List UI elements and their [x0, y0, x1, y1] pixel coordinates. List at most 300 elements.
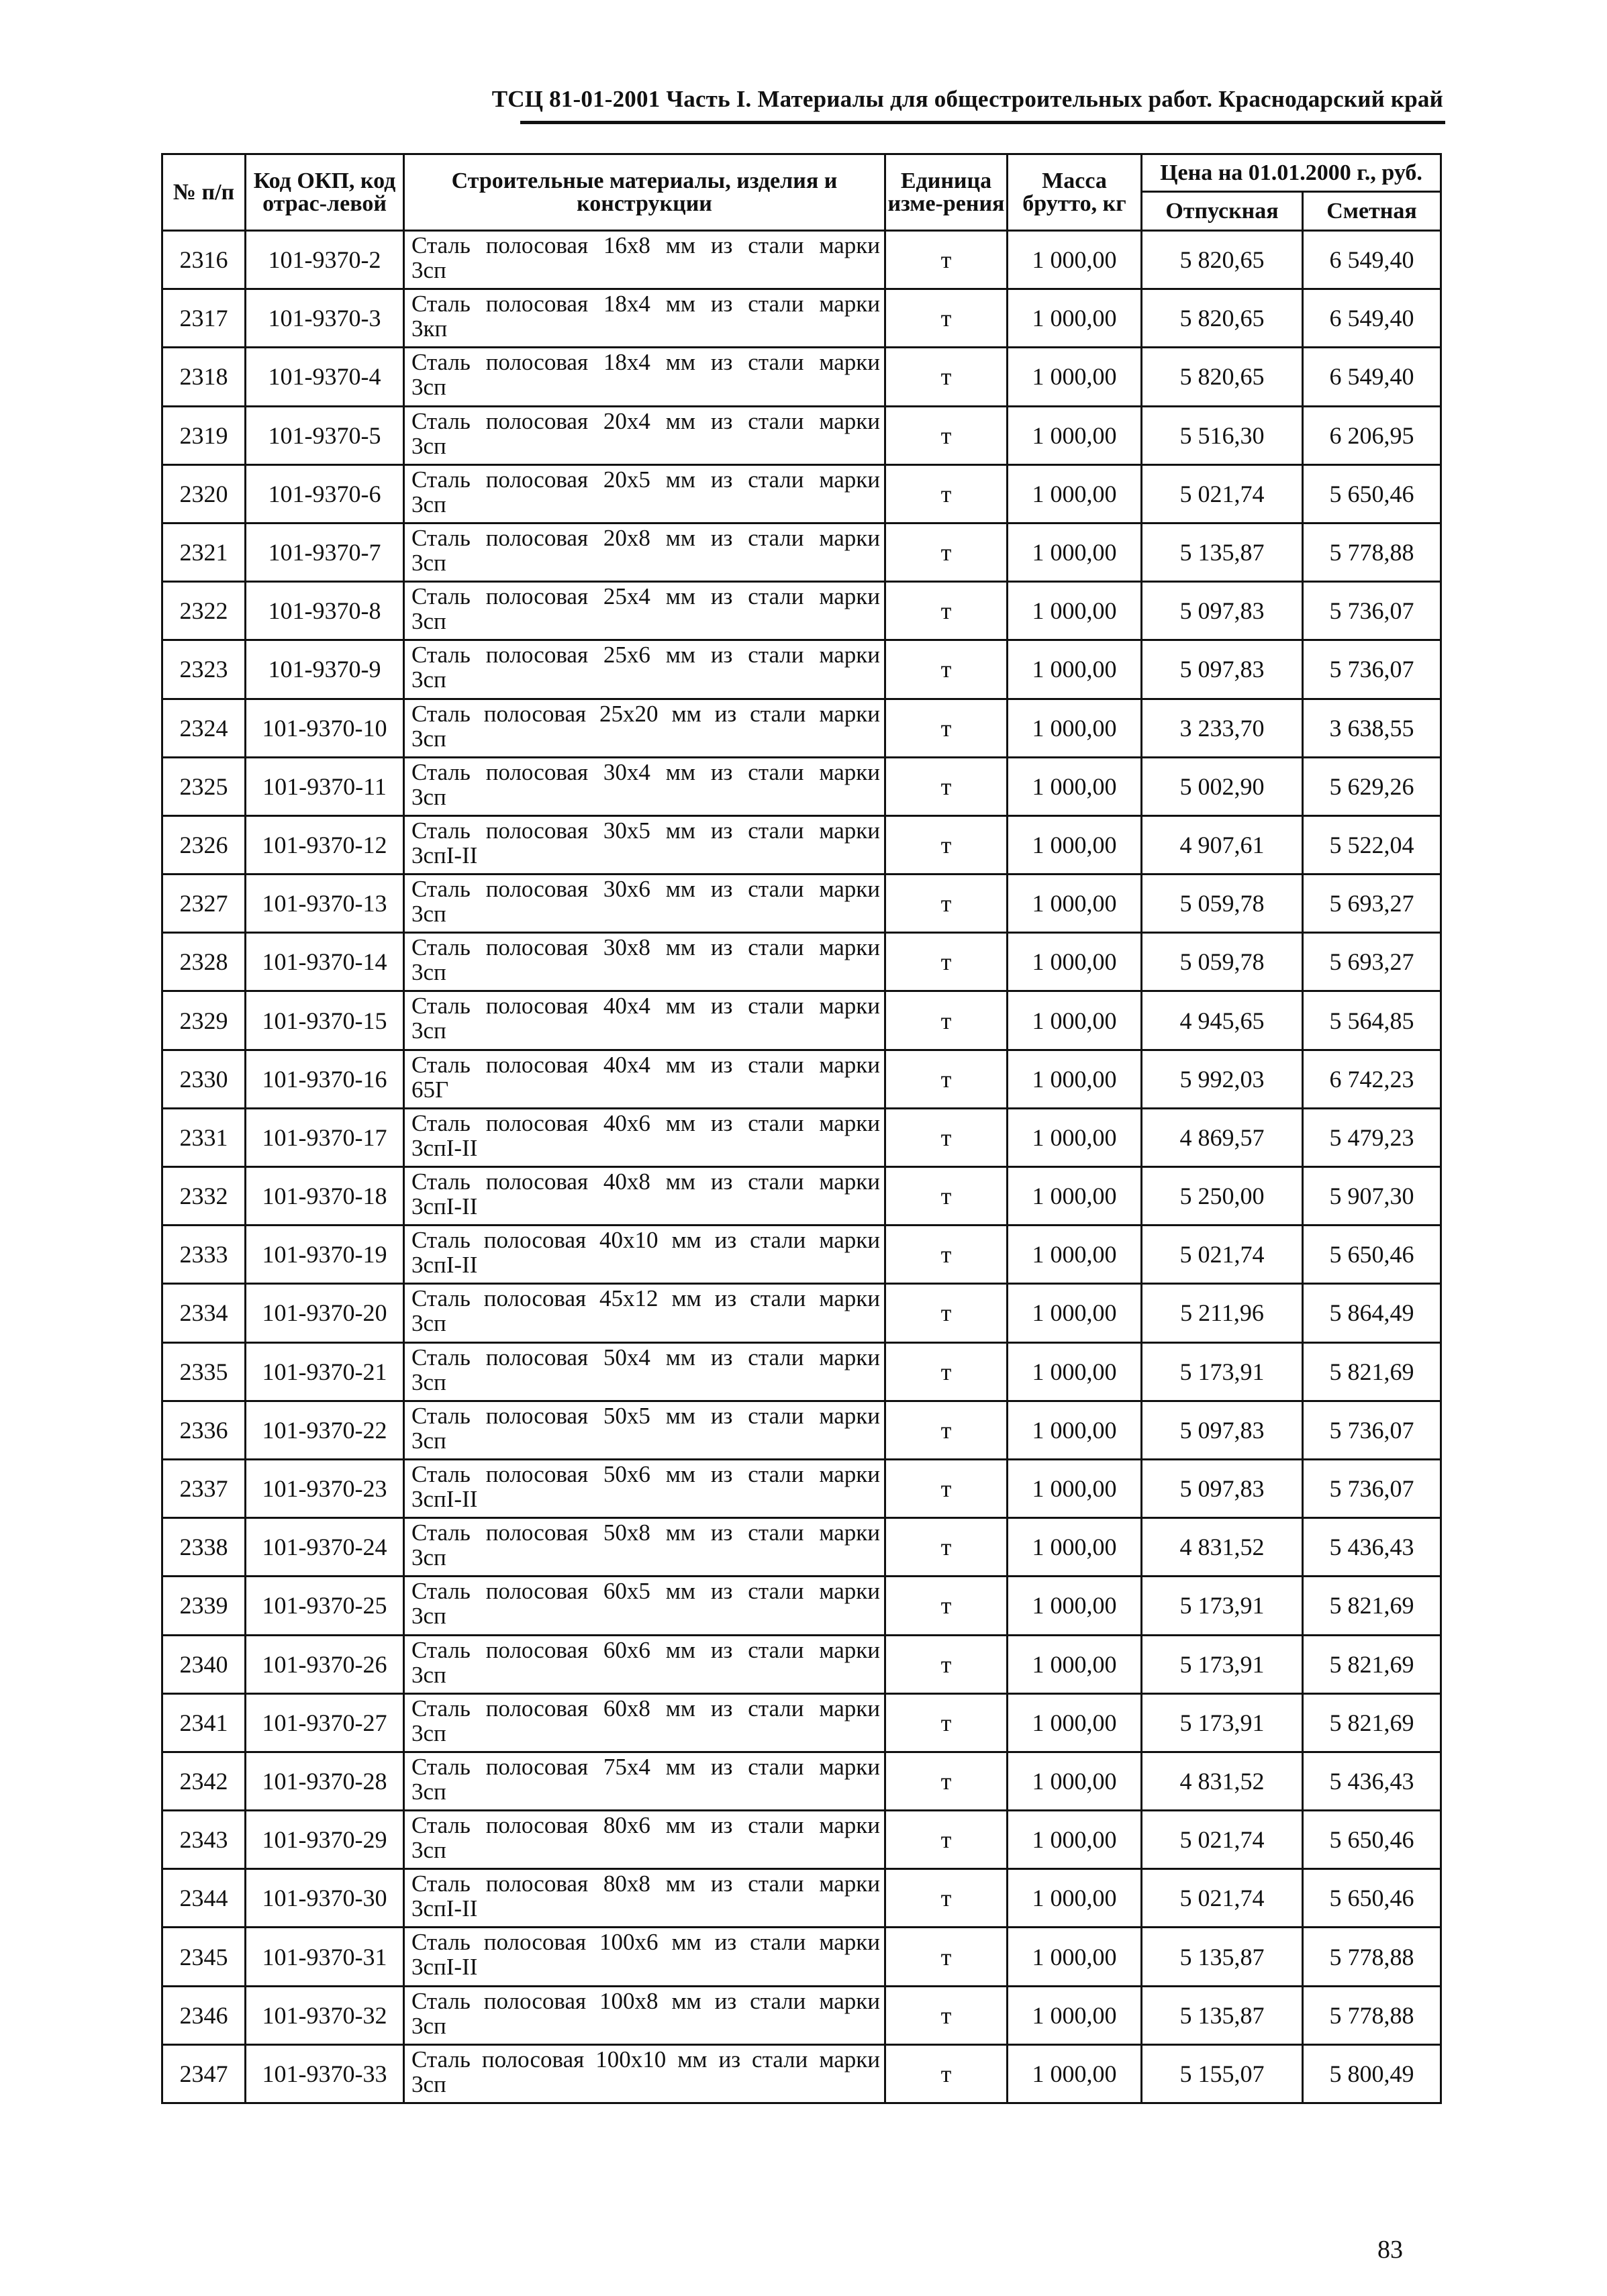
- header-price-group: Цена на 01.01.2000 г., руб.: [1142, 154, 1441, 192]
- estimate-price: 5 821,69: [1303, 1693, 1441, 1752]
- table-row: [162, 1167, 1441, 1226]
- material-name-text: Сталь полосовая 50х6 мм из стали марки: [411, 1460, 880, 1487]
- material-name-text: Сталь полосовая 40х4 мм из стали марки: [411, 993, 880, 1019]
- material-name-text: Сталь полосовая 50х8 мм из стали марки: [411, 1519, 880, 1546]
- estimate-price: 6 206,95: [1303, 406, 1441, 464]
- material-name: [404, 406, 885, 464]
- estimate-price: 5 736,07: [1303, 640, 1441, 699]
- steel-grade: 3сп: [411, 432, 446, 459]
- release-price: 5 516,30: [1142, 406, 1303, 464]
- gross-mass: 1 000,00: [1008, 406, 1142, 464]
- table-row: [162, 464, 1441, 523]
- material-name: [404, 1167, 885, 1226]
- gross-mass: 1 000,00: [1008, 464, 1142, 523]
- unit-of-measure: т: [885, 933, 1008, 991]
- okp-code: 101-9370-13: [246, 875, 404, 933]
- estimate-price: 5 736,07: [1303, 1459, 1441, 1517]
- unit-of-measure: т: [885, 1811, 1008, 1869]
- estimate-price: 5 650,46: [1303, 1811, 1441, 1869]
- steel-grade: 3сп: [411, 1603, 446, 1630]
- table-row: [162, 2044, 1441, 2103]
- table-row: [162, 757, 1441, 815]
- okp-code: 101-9370-32: [246, 1986, 404, 2044]
- estimate-price: 5 736,07: [1303, 582, 1441, 640]
- unit-of-measure: т: [885, 1635, 1008, 1693]
- material-name-text: Сталь полосовая 75х4 мм из стали марки: [411, 1753, 880, 1780]
- okp-code: 101-9370-29: [246, 1811, 404, 1869]
- estimate-price: 5 522,04: [1303, 815, 1441, 874]
- material-name: [404, 1752, 885, 1810]
- gross-mass: 1 000,00: [1008, 1108, 1142, 1166]
- material-name-text: Сталь полосовая 25х6 мм из стали марки: [411, 642, 880, 668]
- material-name: [404, 640, 885, 699]
- unit-of-measure: т: [885, 699, 1008, 757]
- okp-code: 101-9370-17: [246, 1108, 404, 1166]
- material-name-text: Сталь полосовая 40х6 мм из стали марки: [411, 1109, 880, 1136]
- okp-code: 101-9370-5: [246, 406, 404, 464]
- steel-grade: 3спI-II: [411, 1134, 478, 1161]
- okp-code: 101-9370-12: [246, 815, 404, 874]
- steel-grade: 3сп: [411, 2070, 446, 2097]
- page-header: ТСЦ 81-01-2001 Часть I. Материалы для общестроительных работ. Краснодарский край: [491, 86, 1443, 112]
- table-row: [162, 1401, 1441, 1459]
- material-name-text: Сталь полосовая 45х12 мм из стали марки: [411, 1285, 880, 1312]
- steel-grade: 3сп: [411, 549, 446, 576]
- release-price: 5 021,74: [1142, 464, 1303, 523]
- row-number: 2318: [162, 348, 246, 406]
- gross-mass: 1 000,00: [1008, 1167, 1142, 1226]
- material-name-text: Сталь полосовая 18х4 мм из стали марки: [411, 349, 880, 376]
- table-row: [162, 640, 1441, 699]
- material-name: [404, 289, 885, 348]
- material-name: [404, 1518, 885, 1577]
- estimate-price: 3 638,55: [1303, 699, 1441, 757]
- material-name-text: Сталь полосовая 100х6 мм из стали марки: [411, 1929, 880, 1956]
- steel-grade: 3сп: [411, 608, 446, 635]
- material-name-text: Сталь полосовая 25х4 мм из стали марки: [411, 583, 880, 610]
- release-price: 5 097,83: [1142, 582, 1303, 640]
- unit-of-measure: т: [885, 289, 1008, 348]
- gross-mass: 1 000,00: [1008, 348, 1142, 406]
- release-price: 5 173,91: [1142, 1693, 1303, 1752]
- okp-code: 101-9370-18: [246, 1167, 404, 1226]
- unit-of-measure: т: [885, 1752, 1008, 1810]
- release-price: 5 135,87: [1142, 1928, 1303, 1986]
- material-name-text: Сталь полосовая 20х8 мм из стали марки: [411, 524, 880, 551]
- gross-mass: 1 000,00: [1008, 1635, 1142, 1693]
- okp-code: 101-9370-16: [246, 1050, 404, 1108]
- material-name: [404, 1928, 885, 1986]
- material-name-text: Сталь полосовая 40х10 мм из стали марки: [411, 1227, 880, 1254]
- gross-mass: 1 000,00: [1008, 523, 1142, 581]
- row-number: 2337: [162, 1459, 246, 1517]
- release-price: 5 059,78: [1142, 875, 1303, 933]
- material-name-text: Сталь полосовая 60х6 мм из стали марки: [411, 1636, 880, 1663]
- row-number: 2325: [162, 757, 246, 815]
- material-name-text: Сталь полосовая 100х10 мм из стали марки: [411, 2046, 880, 2073]
- gross-mass: 1 000,00: [1008, 1050, 1142, 1108]
- header-mass: Масса брутто, кг: [1008, 154, 1142, 231]
- okp-code: 101-9370-8: [246, 582, 404, 640]
- okp-code: 101-9370-24: [246, 1518, 404, 1577]
- material-name: [404, 1108, 885, 1166]
- gross-mass: 1 000,00: [1008, 1459, 1142, 1517]
- material-name: [404, 1869, 885, 1928]
- table-row: [162, 1284, 1441, 1342]
- row-number: 2345: [162, 1928, 246, 1986]
- header-price-release: Отпускная: [1142, 192, 1303, 231]
- material-name: [404, 757, 885, 815]
- gross-mass: 1 000,00: [1008, 1869, 1142, 1928]
- row-number: 2331: [162, 1108, 246, 1166]
- steel-grade: 3сп: [411, 1427, 446, 1454]
- row-number: 2324: [162, 699, 246, 757]
- estimate-price: 5 778,88: [1303, 1928, 1441, 1986]
- release-price: 5 820,65: [1142, 289, 1303, 348]
- material-name-text: Сталь полосовая 40х8 мм из стали марки: [411, 1168, 880, 1195]
- gross-mass: 1 000,00: [1008, 699, 1142, 757]
- table-row: [162, 1811, 1441, 1869]
- table-row: [162, 1108, 1441, 1166]
- material-name-text: Сталь полосовая 20х5 мм из стали марки: [411, 466, 880, 493]
- estimate-price: 5 650,46: [1303, 1226, 1441, 1284]
- unit-of-measure: т: [885, 1226, 1008, 1284]
- steel-grade: 3сп: [411, 374, 446, 401]
- okp-code: 101-9370-2: [246, 231, 404, 289]
- material-name: [404, 464, 885, 523]
- okp-code: 101-9370-19: [246, 1226, 404, 1284]
- estimate-price: 5 821,69: [1303, 1577, 1441, 1635]
- row-number: 2321: [162, 523, 246, 581]
- row-number: 2340: [162, 1635, 246, 1693]
- release-price: 5 021,74: [1142, 1869, 1303, 1928]
- steel-grade: 3сп: [411, 491, 446, 517]
- gross-mass: 1 000,00: [1008, 1518, 1142, 1577]
- release-price: 5 135,87: [1142, 1986, 1303, 2044]
- table-row: [162, 1635, 1441, 1693]
- gross-mass: 1 000,00: [1008, 815, 1142, 874]
- material-name-text: Сталь полосовая 30х6 мм из стали марки: [411, 876, 880, 903]
- estimate-price: 5 650,46: [1303, 464, 1441, 523]
- material-name: [404, 699, 885, 757]
- row-number: 2344: [162, 1869, 246, 1928]
- row-number: 2316: [162, 231, 246, 289]
- okp-code: 101-9370-3: [246, 289, 404, 348]
- row-number: 2322: [162, 582, 246, 640]
- release-price: 4 907,61: [1142, 815, 1303, 874]
- material-name-text: Сталь полосовая 30х4 мм из стали марки: [411, 758, 880, 785]
- material-name: [404, 875, 885, 933]
- row-number: 2317: [162, 289, 246, 348]
- gross-mass: 1 000,00: [1008, 1284, 1142, 1342]
- header-name: Строительные материалы, изделия и конструкции: [404, 154, 885, 231]
- row-number: 2343: [162, 1811, 246, 1869]
- estimate-price: 5 693,27: [1303, 933, 1441, 991]
- row-number: 2319: [162, 406, 246, 464]
- steel-grade: 3сп: [411, 1719, 446, 1746]
- gross-mass: 1 000,00: [1008, 1811, 1142, 1869]
- row-number: 2336: [162, 1401, 246, 1459]
- steel-grade: 3спI-II: [411, 1954, 478, 1981]
- material-name: [404, 1226, 885, 1284]
- unit-of-measure: т: [885, 464, 1008, 523]
- material-name: [404, 1050, 885, 1108]
- table-row: [162, 815, 1441, 874]
- table-row: [162, 1226, 1441, 1284]
- estimate-price: 5 821,69: [1303, 1635, 1441, 1693]
- row-number: 2333: [162, 1226, 246, 1284]
- release-price: 5 097,83: [1142, 640, 1303, 699]
- estimate-price: 6 742,23: [1303, 1050, 1441, 1108]
- table-row: [162, 1518, 1441, 1577]
- unit-of-measure: т: [885, 1928, 1008, 1986]
- table-row: [162, 1752, 1441, 1810]
- okp-code: 101-9370-14: [246, 933, 404, 991]
- release-price: 5 135,87: [1142, 523, 1303, 581]
- material-name-text: Сталь полосовая 40х4 мм из стали марки: [411, 1051, 880, 1078]
- unit-of-measure: т: [885, 1518, 1008, 1577]
- material-name-text: Сталь полосовая 30х8 мм из стали марки: [411, 934, 880, 961]
- steel-grade: 3сп: [411, 725, 446, 752]
- estimate-price: 5 479,23: [1303, 1108, 1441, 1166]
- table-row: [162, 875, 1441, 933]
- estimate-price: 5 650,46: [1303, 1869, 1441, 1928]
- okp-code: 101-9370-21: [246, 1342, 404, 1401]
- unit-of-measure: т: [885, 640, 1008, 699]
- steel-grade: 3спI-II: [411, 1193, 478, 1219]
- row-number: 2326: [162, 815, 246, 874]
- steel-grade: 3сп: [411, 959, 446, 986]
- unit-of-measure: т: [885, 348, 1008, 406]
- table-row: [162, 1577, 1441, 1635]
- release-price: 5 992,03: [1142, 1050, 1303, 1108]
- unit-of-measure: т: [885, 523, 1008, 581]
- steel-grade: 3кп: [411, 315, 448, 342]
- header-row-1: [162, 154, 1441, 192]
- steel-grade: 3сп: [411, 1544, 446, 1571]
- row-number: 2330: [162, 1050, 246, 1108]
- row-number: 2342: [162, 1752, 246, 1810]
- release-price: 5 211,96: [1142, 1284, 1303, 1342]
- material-name: [404, 815, 885, 874]
- steel-grade: 3сп: [411, 257, 446, 283]
- unit-of-measure: т: [885, 406, 1008, 464]
- gross-mass: 1 000,00: [1008, 1226, 1142, 1284]
- okp-code: 101-9370-30: [246, 1869, 404, 1928]
- table-row: [162, 231, 1441, 289]
- estimate-price: 5 864,49: [1303, 1284, 1441, 1342]
- header-num: № п/п: [162, 154, 246, 231]
- release-price: 5 155,07: [1142, 2044, 1303, 2103]
- steel-grade: 3сп: [411, 1017, 446, 1044]
- table-row: [162, 1869, 1441, 1928]
- okp-code: 101-9370-23: [246, 1459, 404, 1517]
- steel-grade: 3сп: [411, 901, 446, 928]
- steel-grade: 3сп: [411, 1368, 446, 1395]
- material-name: [404, 1986, 885, 2044]
- material-name: [404, 1342, 885, 1401]
- gross-mass: 1 000,00: [1008, 1342, 1142, 1401]
- material-name: [404, 1284, 885, 1342]
- material-name-text: Сталь полосовая 60х5 мм из стали марки: [411, 1578, 880, 1605]
- material-name: [404, 1693, 885, 1752]
- unit-of-measure: т: [885, 1693, 1008, 1752]
- okp-code: 101-9370-27: [246, 1693, 404, 1752]
- material-name: [404, 1635, 885, 1693]
- okp-code: 101-9370-28: [246, 1752, 404, 1810]
- estimate-price: 5 800,49: [1303, 2044, 1441, 2103]
- unit-of-measure: т: [885, 1284, 1008, 1342]
- release-price: 5 820,65: [1142, 348, 1303, 406]
- okp-code: 101-9370-25: [246, 1577, 404, 1635]
- unit-of-measure: т: [885, 1986, 1008, 2044]
- okp-code: 101-9370-7: [246, 523, 404, 581]
- header-code: Код ОКП, код отрас-левой: [246, 154, 404, 231]
- material-name: [404, 1811, 885, 1869]
- unit-of-measure: т: [885, 875, 1008, 933]
- estimate-price: 5 778,88: [1303, 523, 1441, 581]
- okp-code: 101-9370-31: [246, 1928, 404, 1986]
- steel-grade: 3сп: [411, 1661, 446, 1688]
- estimate-price: 6 549,40: [1303, 348, 1441, 406]
- row-number: 2323: [162, 640, 246, 699]
- materials-price-table: [161, 153, 1442, 2104]
- gross-mass: 1 000,00: [1008, 1401, 1142, 1459]
- table-row: [162, 1050, 1441, 1108]
- steel-grade: 3спI-II: [411, 1895, 478, 1922]
- material-name-text: Сталь полосовая 30х5 мм из стали марки: [411, 817, 880, 844]
- unit-of-measure: т: [885, 1869, 1008, 1928]
- release-price: 4 831,52: [1142, 1518, 1303, 1577]
- unit-of-measure: т: [885, 991, 1008, 1050]
- row-number: 2341: [162, 1693, 246, 1752]
- table-row: [162, 699, 1441, 757]
- table-row: [162, 523, 1441, 581]
- gross-mass: 1 000,00: [1008, 933, 1142, 991]
- unit-of-measure: т: [885, 1167, 1008, 1226]
- steel-grade: 65Г: [411, 1076, 449, 1103]
- gross-mass: 1 000,00: [1008, 991, 1142, 1050]
- gross-mass: 1 000,00: [1008, 1986, 1142, 2044]
- material-name: [404, 1577, 885, 1635]
- material-name: [404, 933, 885, 991]
- estimate-price: 6 549,40: [1303, 289, 1441, 348]
- steel-grade: 3спI-II: [411, 842, 478, 868]
- release-price: 3 233,70: [1142, 699, 1303, 757]
- gross-mass: 1 000,00: [1008, 1577, 1142, 1635]
- release-price: 4 831,52: [1142, 1752, 1303, 1810]
- okp-code: 101-9370-33: [246, 2044, 404, 2103]
- gross-mass: 1 000,00: [1008, 875, 1142, 933]
- material-name: [404, 1401, 885, 1459]
- material-name-text: Сталь полосовая 50х5 мм из стали марки: [411, 1402, 880, 1429]
- steel-grade: 3спI-II: [411, 1252, 478, 1279]
- okp-code: 101-9370-6: [246, 464, 404, 523]
- okp-code: 101-9370-20: [246, 1284, 404, 1342]
- unit-of-measure: т: [885, 1342, 1008, 1401]
- table-row: [162, 1928, 1441, 1986]
- gross-mass: 1 000,00: [1008, 289, 1142, 348]
- steel-grade: 3спI-II: [411, 1485, 478, 1512]
- row-number: 2332: [162, 1167, 246, 1226]
- release-price: 4 945,65: [1142, 991, 1303, 1050]
- gross-mass: 1 000,00: [1008, 640, 1142, 699]
- estimate-price: 5 693,27: [1303, 875, 1441, 933]
- okp-code: 101-9370-4: [246, 348, 404, 406]
- unit-of-measure: т: [885, 1108, 1008, 1166]
- steel-grade: 3сп: [411, 2012, 446, 2039]
- steel-grade: 3сп: [411, 666, 446, 693]
- table-row: [162, 1986, 1441, 2044]
- row-number: 2338: [162, 1518, 246, 1577]
- unit-of-measure: т: [885, 231, 1008, 289]
- release-price: 5 173,91: [1142, 1635, 1303, 1693]
- estimate-price: 5 736,07: [1303, 1401, 1441, 1459]
- material-name: [404, 231, 885, 289]
- release-price: 5 002,90: [1142, 757, 1303, 815]
- row-number: 2320: [162, 464, 246, 523]
- unit-of-measure: т: [885, 757, 1008, 815]
- material-name: [404, 1459, 885, 1517]
- material-name-text: Сталь полосовая 25х20 мм из стали марки: [411, 700, 880, 727]
- table-body: [162, 231, 1441, 2103]
- table-row: [162, 348, 1441, 406]
- material-name-text: Сталь полосовая 20х4 мм из стали марки: [411, 407, 880, 434]
- release-price: 5 097,83: [1142, 1401, 1303, 1459]
- material-name-text: Сталь полосовая 80х8 мм из стали марки: [411, 1870, 880, 1897]
- material-name-text: Сталь полосовая 16х8 мм из стали марки: [411, 232, 880, 258]
- row-number: 2335: [162, 1342, 246, 1401]
- release-price: 5 059,78: [1142, 933, 1303, 991]
- unit-of-measure: т: [885, 2044, 1008, 2103]
- release-price: 5 820,65: [1142, 231, 1303, 289]
- material-name: [404, 2044, 885, 2103]
- row-number: 2327: [162, 875, 246, 933]
- header-price-estimate: Сметная: [1303, 192, 1441, 231]
- estimate-price: 6 549,40: [1303, 231, 1441, 289]
- unit-of-measure: т: [885, 1577, 1008, 1635]
- unit-of-measure: т: [885, 1401, 1008, 1459]
- estimate-price: 5 907,30: [1303, 1167, 1441, 1226]
- gross-mass: 1 000,00: [1008, 1928, 1142, 1986]
- material-name-text: Сталь полосовая 18х4 мм из стали марки: [411, 291, 880, 317]
- page-number: 83: [1377, 2236, 1403, 2264]
- okp-code: 101-9370-10: [246, 699, 404, 757]
- release-price: 5 021,74: [1142, 1811, 1303, 1869]
- gross-mass: 1 000,00: [1008, 2044, 1142, 2103]
- row-number: 2329: [162, 991, 246, 1050]
- material-name-text: Сталь полосовая 60х8 мм из стали марки: [411, 1695, 880, 1721]
- release-price: 5 021,74: [1142, 1226, 1303, 1284]
- estimate-price: 5 629,26: [1303, 757, 1441, 815]
- estimate-price: 5 564,85: [1303, 991, 1441, 1050]
- material-name: [404, 523, 885, 581]
- unit-of-measure: т: [885, 1459, 1008, 1517]
- material-name-text: Сталь полосовая 50х4 мм из стали марки: [411, 1344, 880, 1370]
- header-unit: Единица изме-рения: [885, 154, 1008, 231]
- gross-mass: 1 000,00: [1008, 582, 1142, 640]
- estimate-price: 5 436,43: [1303, 1752, 1441, 1810]
- row-number: 2334: [162, 1284, 246, 1342]
- material-name: [404, 582, 885, 640]
- okp-code: 101-9370-11: [246, 757, 404, 815]
- okp-code: 101-9370-26: [246, 1635, 404, 1693]
- estimate-price: 5 778,88: [1303, 1986, 1441, 2044]
- estimate-price: 5 436,43: [1303, 1518, 1441, 1577]
- row-number: 2328: [162, 933, 246, 991]
- table-row: [162, 991, 1441, 1050]
- release-price: 5 250,00: [1142, 1167, 1303, 1226]
